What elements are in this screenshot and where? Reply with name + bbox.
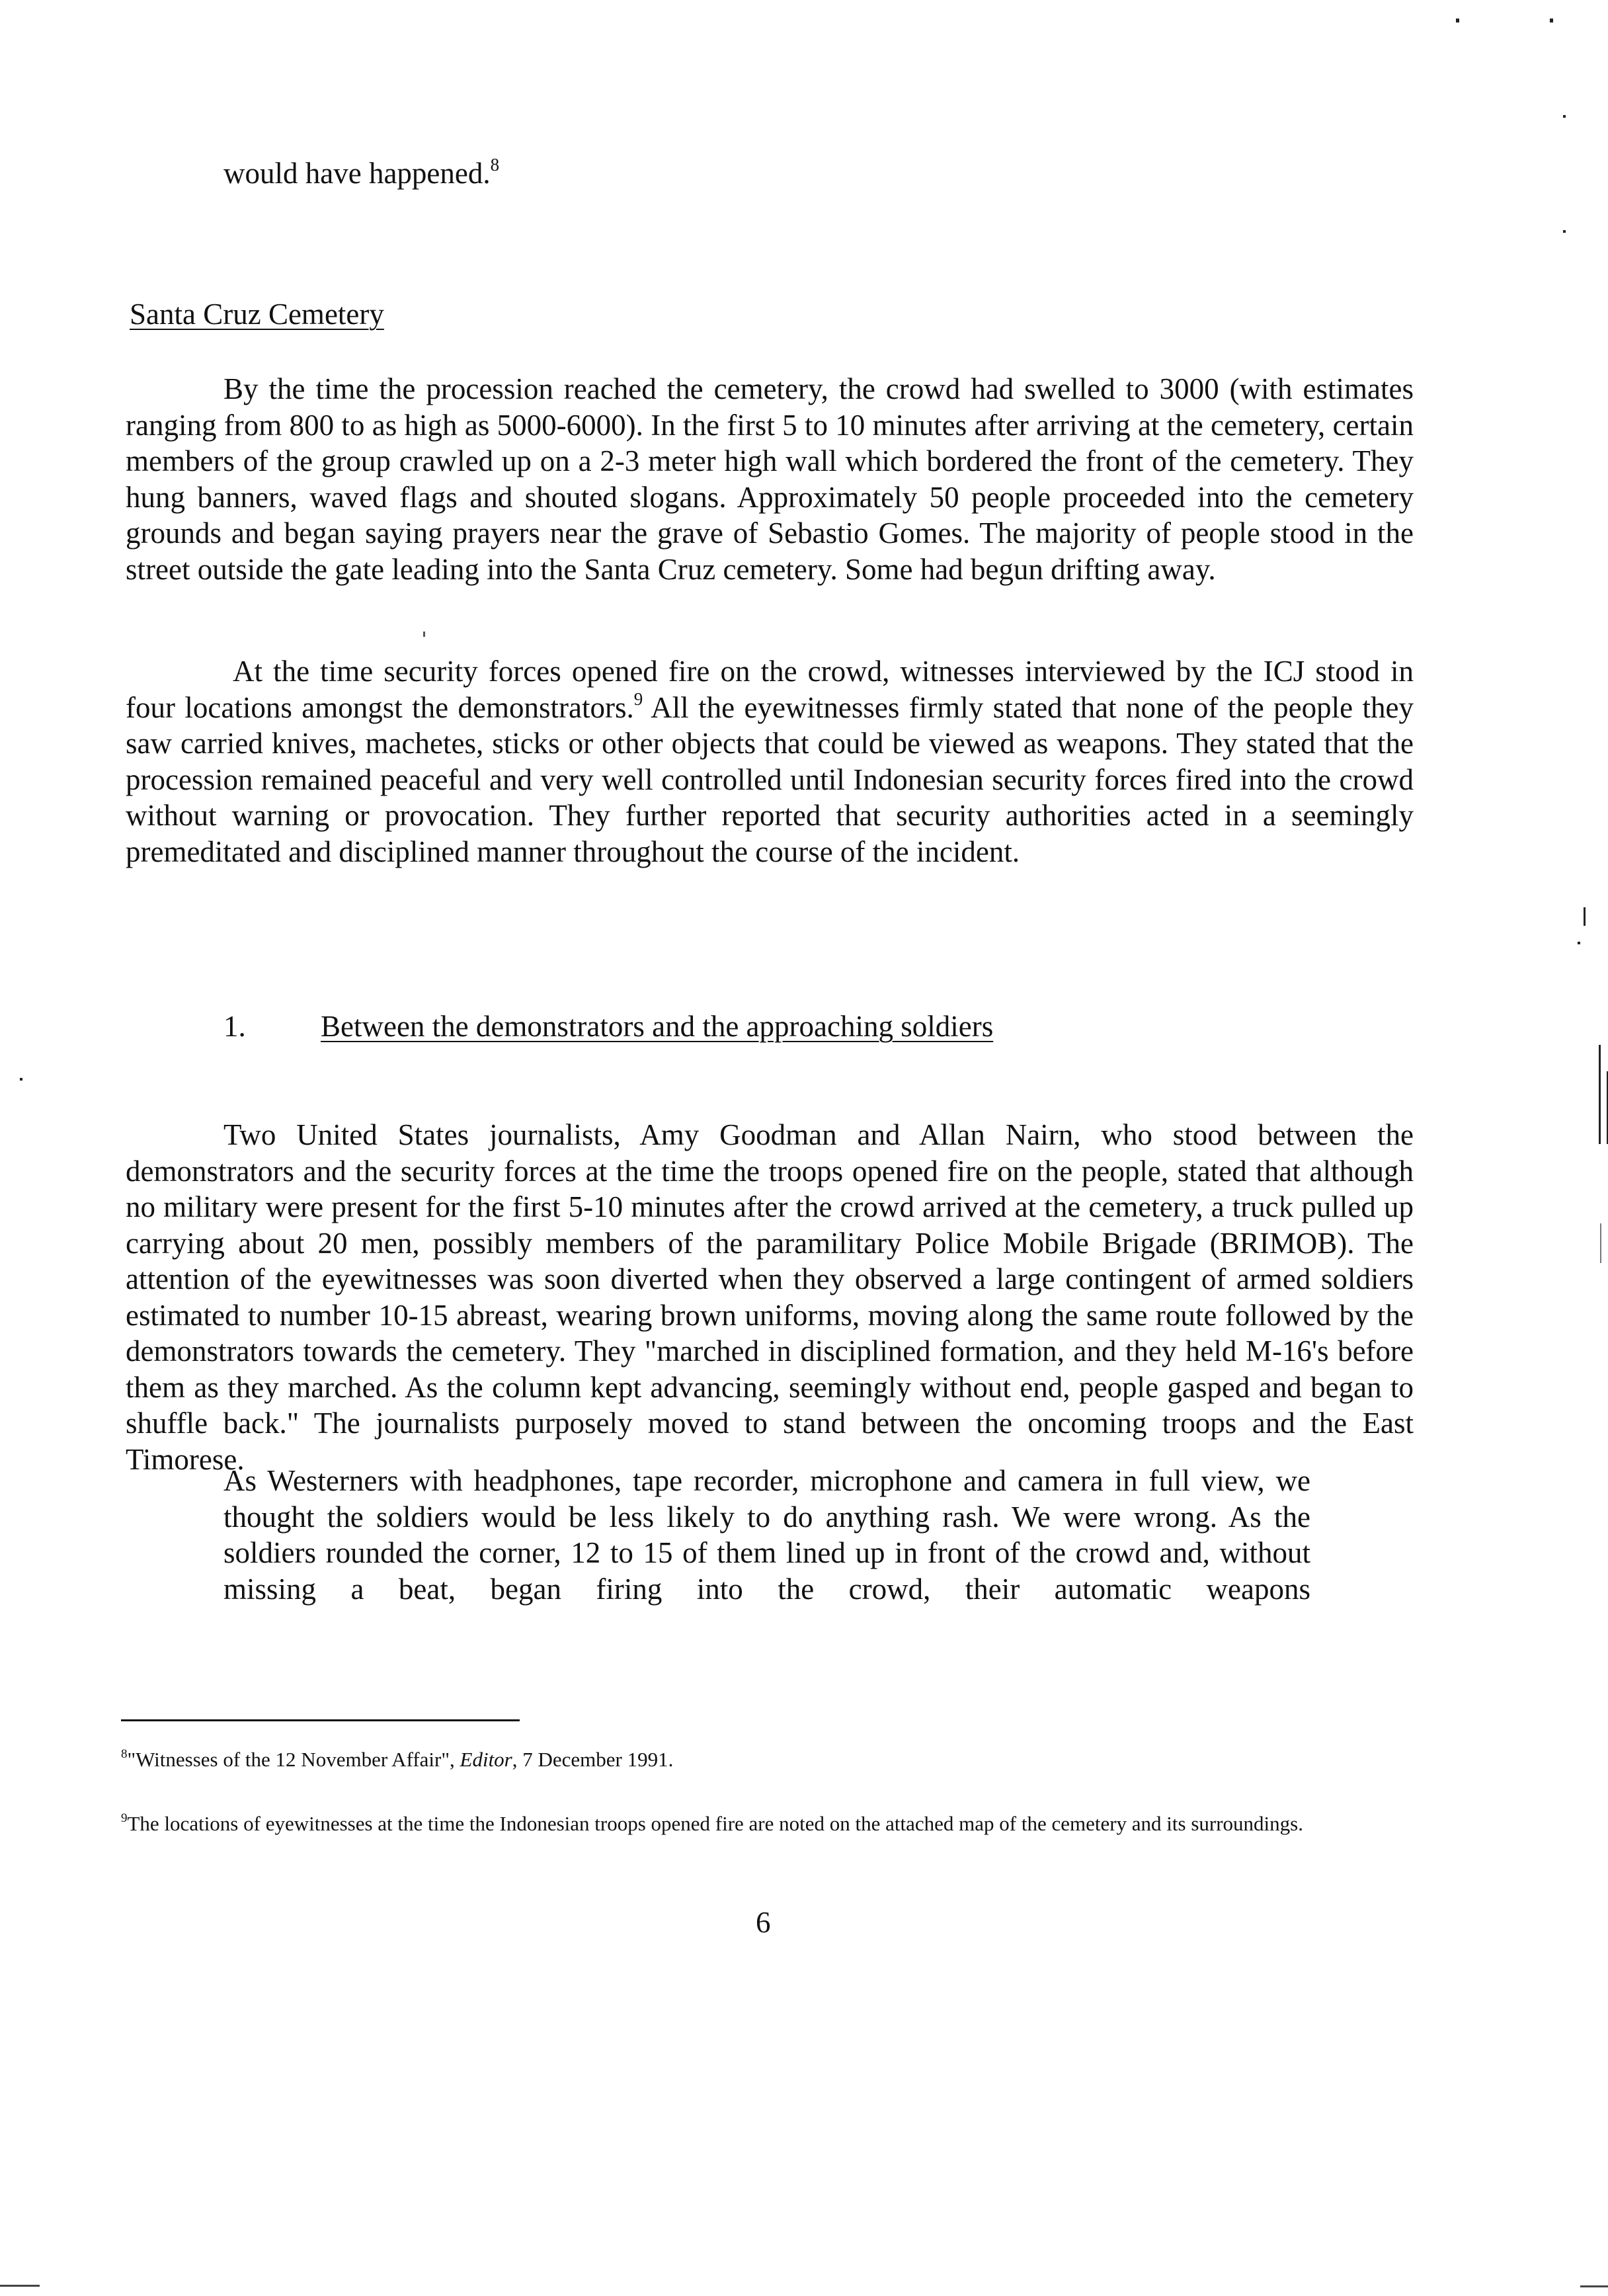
scan-speck — [0, 2285, 40, 2287]
footnote-ref-9: 9 — [633, 688, 643, 709]
footnote-8-date: , 7 December 1991. — [512, 1748, 674, 1771]
subsection-heading: Between the demonstrators and the approaching soldiers — [321, 1010, 994, 1043]
paragraph-witness-locations — [126, 653, 1414, 870]
footnote-separator — [121, 1719, 520, 1721]
section-heading: Santa Cruz Cemetery — [130, 298, 384, 331]
footnote-ref-8: 8 — [490, 155, 500, 175]
paragraph-procession: By the time the procession reached the cemetery, the crowd had swelled to 3000 (with estimates ranging from 800 to as high as 5000-6000). In the first 5 to 10 minutes after arriving at the cemetery, certain members of the group crawled up on a 2-3 meter high wall which bordered the front of the cemetery. They hung banners, waved flags and shouted slogans. Approximately 50 people proceeded into the cemetery grounds and began saying prayers near the grave of Sebastio Gomes. The majority of people stood in the street outside the gate leading into the Santa Cruz cemetery. Some had begun drifting away. — [126, 372, 1414, 586]
paragraph-2-text-a: At the time security forces opened fire on the crowd, witnesses interviewed by the ICJ stood in four locations amongst the demonstrators. — [126, 655, 1414, 724]
scan-speck — [1580, 2285, 1608, 2287]
scan-speck — [1600, 1223, 1601, 1263]
scan-speck — [1578, 942, 1580, 944]
footnote-8-open-quote: " — [127, 1748, 136, 1771]
footnote-8-title: Witnesses of the 12 November Affair — [136, 1748, 442, 1771]
scan-speck — [1456, 19, 1459, 22]
paragraph-journalists: Two United States journalists, Amy Goodman and Allan Nairn, who stood between the demonstrators and the security forces at the time the troops opened fire on the people, stated that although no military were present for the first 5-10 minutes after the crowd arrived at the cemetery, a truck pulled up carrying about 20 men, possibly members of the paramilitary Police Mobile Brigade (BRIMOB). The attention of the eyewitnesses was soon diverted when they observed a large contingent of armed soldiers estimated to number 10-15 abreast, wearing brown uniforms, moving along the same route followed by the demonstrators towards the cemetery. They "marched in disciplined formation, and they held M-16's before them as they marched. As the column kept advancing, seemingly without end, people gasped and began to shuffle back." The journalists purposely moved to stand between the oncoming troops and the East Timorese. — [126, 1118, 1414, 1476]
block-quote: As Westerners with headphones, tape recorder, microphone and camera in full view, we thought the soldiers would be less likely to do anything rash. We were wrong. As the soldiers rounded the corner, 12 to 15 of them lined up in front of the crowd and, without missing a beat, began firing into the crowd, their automatic weapons — [223, 1464, 1310, 1606]
continuation-text: would have happened. — [223, 157, 491, 190]
page-number: 6 — [756, 1906, 771, 1939]
footnote-8-marker: 8 — [121, 1747, 128, 1761]
scan-speck — [1550, 19, 1553, 22]
scan-speck — [1584, 907, 1586, 926]
margin-bar — [1599, 1045, 1601, 1144]
subsection-number: 1. — [223, 1010, 246, 1043]
continuation-line — [223, 155, 1414, 192]
scan-speck — [423, 632, 425, 637]
scan-speck — [20, 1078, 22, 1081]
footnote-9-text: The locations of eyewitnesses at the time the Indonesian troops opened fire are noted on the attached map of the cemetery and its surroundings. — [127, 1812, 1303, 1835]
footnote-8-source: Editor — [460, 1748, 512, 1771]
footnote-9-marker: 9 — [121, 1811, 128, 1825]
scan-speck — [1563, 230, 1566, 233]
footnote-8-close: ", — [441, 1748, 460, 1771]
scan-speck — [1563, 115, 1566, 118]
footnote-9 — [121, 1811, 1410, 1836]
footnote-8 — [121, 1746, 1410, 1772]
paragraph-2-text-b: All the eyewitnesses firmly stated that none of the people they saw carried knives, machetes, sticks or other objects that could be viewed as weapons. They stated that the procession remained peaceful and very well controlled until Indonesian security forces fired into the crowd without warning or provocation. They further reported that security authorities acted in a seemingly premeditated and disciplined manner throughout the course of the incident. — [126, 690, 1414, 868]
